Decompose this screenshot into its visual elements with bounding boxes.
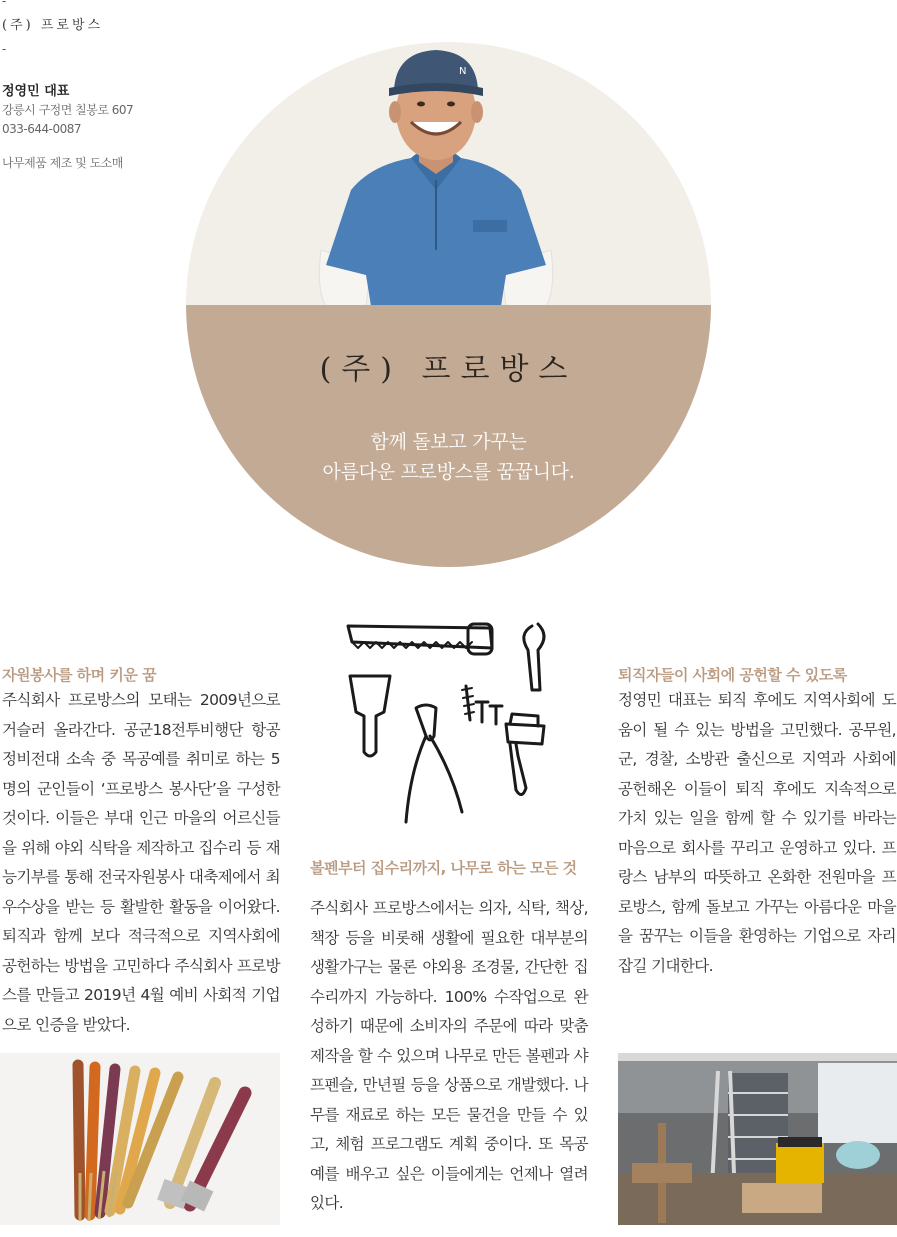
brand-name-small: (주) 프로방스 — [2, 18, 104, 33]
section-heading-volunteer: 자원봉사를 하며 키운 꿈 — [2, 666, 157, 684]
section-body-volunteer: 주식회사 프로방스의 모태는 2009년으로 거슬러 올라간다. 공군18전투비행단 항공정비전대 소속 중 목공예를 취미로 하는 5명의 군인들이 ‘프로방스 봉사단’을 구성한 것이다. 이들은 부대 인근 마을의 어르신들을 위해 야외 식탁을 제작하고 집수리 등 재능기부를 통해 전국자원봉사 대축제에서 최우수상을 받는 등 활발한 활동을 이어왔다. 퇴직과 함께 보다 적극적으로 지역사회에 공헌하는 방법을 고민하다 주식회사 프로방스를 만들고 2019년 4월 예비 사회적 기업으로 인증을 받았다. — [2, 691, 280, 1034]
section-heading-retirees: 퇴직자들이 사회에 공헌할 수 있도록 — [618, 666, 847, 684]
hero-circle — [186, 42, 711, 567]
ceo-name: 정영민 대표 — [2, 84, 70, 99]
workshop-photo — [618, 1053, 897, 1225]
section-body-retirees: 정영민 대표는 퇴직 후에도 지역사회에 도움이 될 수 있는 방법을 고민했다. 공무원, 군, 경찰, 소방관 출신으로 지역과 사회에 공헌해온 이들이 퇴직 후에도 지속적으로 가치 있는 일을 함께 할 수 있기를 바라는 마음으로 회사를 꾸리고 운영하고 있다. 프랑스 남부의 따뜻하고 온화한 전원마을 프로방스, 함께 돌보고 가꾸는 아름다운 마을을 꿈꾸는 이들을 환영하는 기업으로 자리 잡길 기대한다. — [618, 691, 896, 975]
business-type: 나무제품 제조 및 도소매 — [2, 156, 123, 170]
company-address: 강릉시 구정면 칠봉로 607 — [2, 103, 134, 117]
hero-tagline-line2: 아름다운 프로방스를 꿈꿉니다. — [322, 461, 575, 483]
section-heading-woodwork: 볼펜부터 집수리까지, 나무로 하는 모든 것 — [310, 859, 577, 877]
section-body-woodwork: 주식회사 프로방스에서는 의자, 식탁, 책상, 책장 등을 비롯해 생활에 필요한 대부분의 생활가구는 물론 야외용 조경물, 간단한 집수리까지 가능하다. 100% 수작업으로 완성하기 때문에 소비자의 주문에 따라 맞춤 제작을 할 수 있으며 나무로 만든 볼펜과 샤프펜슬, 만년필 등을 상품으로 개발했다. 나무를 재료로 하는 모든 물건을 만들 수 있고, 체험 프로그램도 계획 중이다. 또 목공예를 배우고 싶은 이들에게는 언제나 열려 있다. — [310, 899, 588, 1212]
wooden-pens-photo — [0, 1053, 280, 1225]
svg-text:N: N — [459, 66, 467, 77]
top-dash: - — [2, 0, 7, 8]
tools-illustration — [340, 612, 570, 842]
divider-dash: - — [2, 42, 7, 56]
hero-brand-name: (주) 프로방스 — [319, 352, 578, 387]
hero-tagline-line1: 함께 돌보고 가꾸는 — [370, 431, 527, 453]
ceo-portrait — [311, 50, 561, 306]
company-phone: 033-644-0087 — [2, 122, 82, 136]
